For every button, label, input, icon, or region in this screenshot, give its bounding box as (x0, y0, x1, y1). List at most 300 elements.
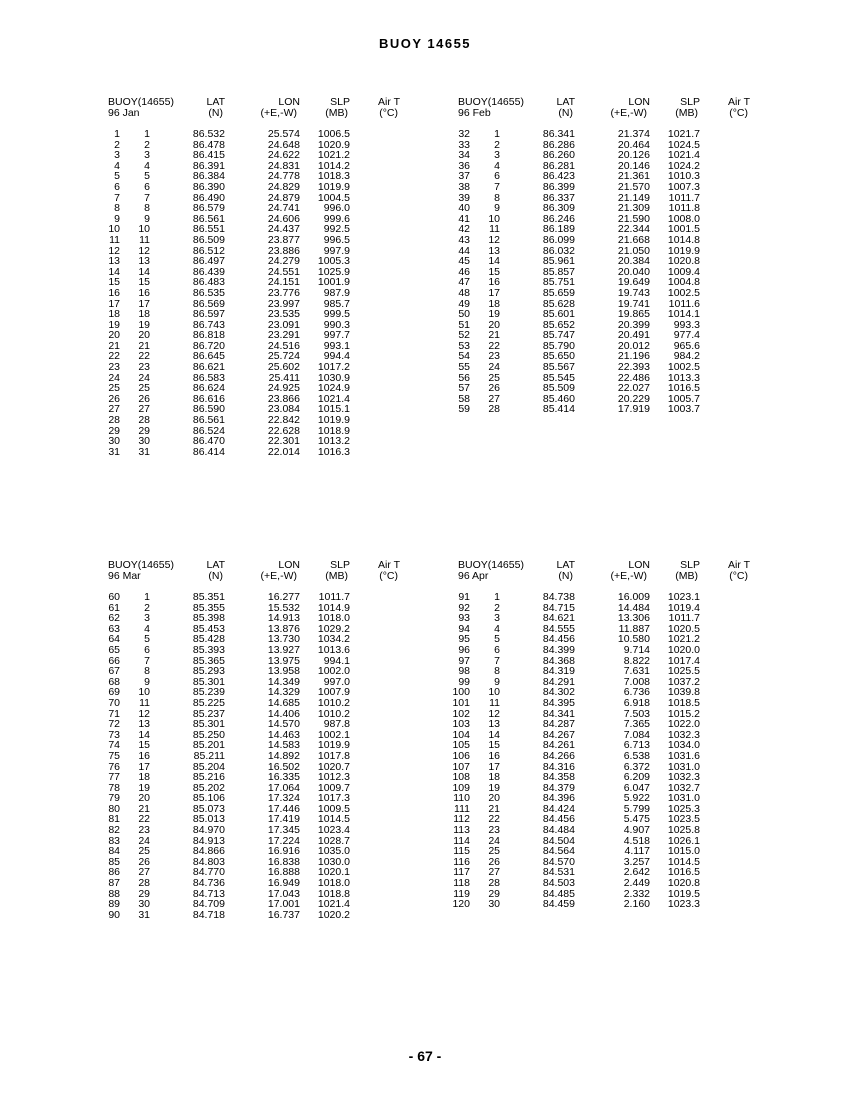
day-number: 29 (138, 887, 150, 900)
lat-value: 85.237 (192, 707, 225, 720)
lon-value: 13.876 (267, 622, 300, 635)
slp-value: 1017.4 (667, 654, 700, 667)
seq-number: 114 (453, 834, 470, 847)
slp-value: 1023.4 (317, 824, 350, 837)
seq-number: 108 (452, 771, 470, 784)
lon-value: 7.631 (623, 665, 650, 678)
lat-value: 86.535 (192, 286, 225, 299)
table-header (452, 560, 752, 584)
lon-value: 23.091 (267, 318, 300, 331)
seq-number: 102 (452, 707, 470, 720)
lon-value: 22.344 (617, 223, 650, 236)
lat-value: 84.738 (542, 591, 575, 603)
lon-value: 23.866 (267, 392, 300, 405)
lon-value: 8.822 (623, 654, 650, 667)
seq-number: 9 (114, 212, 120, 225)
slp-value: 1004.8 (667, 276, 700, 289)
slp-value: 1020.0 (667, 643, 700, 656)
day-number: 9 (144, 212, 150, 225)
seq-number: 106 (452, 749, 470, 762)
lat-value: 84.368 (542, 654, 575, 667)
seq-number: 18 (108, 308, 120, 321)
day-number: 19 (488, 308, 500, 321)
seq-number: 20 (108, 329, 120, 342)
day-number: 11 (139, 696, 150, 709)
slp-value: 1019.9 (317, 414, 350, 427)
seq-number: 32 (458, 128, 470, 140)
day-number: 20 (488, 792, 500, 805)
table-row (452, 129, 752, 140)
lat-value: 85.293 (192, 665, 225, 678)
day-number: 7 (494, 654, 500, 667)
seq-number: 39 (458, 191, 470, 204)
seq-number: 61 (108, 601, 120, 614)
lon-value: 20.384 (617, 255, 650, 268)
seq-number: 56 (458, 371, 470, 384)
lat-value: 86.470 (192, 435, 225, 448)
lat-value: 86.260 (542, 149, 575, 162)
slp-value: 1020.1 (317, 866, 350, 879)
slp-value: 1025.8 (667, 824, 700, 837)
seq-number: 53 (458, 339, 470, 352)
day-number: 6 (144, 643, 150, 656)
lon-value: 24.879 (267, 191, 300, 204)
slp-value: 1020.8 (667, 255, 700, 268)
day-number: 16 (138, 749, 150, 762)
table-row (452, 182, 752, 193)
seq-number: 43 (458, 233, 470, 246)
seq-number: 111 (454, 802, 470, 815)
lat-value: 85.652 (542, 318, 575, 331)
lon-value: 7.503 (623, 707, 650, 720)
day-number: 27 (138, 403, 150, 416)
day-number: 7 (144, 191, 150, 204)
lon-value: 20.126 (617, 149, 650, 162)
seq-number: 40 (458, 202, 470, 215)
lon-value: 24.741 (267, 202, 300, 215)
seq-number: 107 (452, 760, 470, 773)
slp-value: 977.4 (673, 329, 700, 342)
slp-value: 1017.3 (317, 792, 350, 805)
airt-header: Air T (728, 96, 750, 108)
lat-value: 85.013 (192, 813, 225, 826)
lat-value: 85.751 (542, 276, 575, 289)
lon-value: 23.535 (267, 308, 300, 321)
day-number: 23 (138, 361, 150, 374)
lon-value: 13.958 (267, 665, 300, 678)
table-row (452, 288, 752, 299)
lon-value: 21.361 (617, 170, 650, 183)
day-number: 7 (144, 654, 150, 667)
slp-value: 1005.7 (667, 392, 700, 405)
buoy-id-label: BUOY(14655) (458, 559, 524, 571)
lon-value: 13.730 (267, 633, 300, 646)
seq-number: 67 (108, 665, 120, 678)
day-number: 16 (138, 286, 150, 299)
slp-value: 1001.9 (317, 276, 350, 289)
slp-value: 1014.2 (317, 159, 350, 172)
lon-value: 16.949 (267, 877, 300, 890)
seq-number: 45 (458, 255, 470, 268)
lat-value: 85.545 (542, 371, 575, 384)
table-header (452, 97, 752, 121)
lon-value: 6.713 (623, 739, 650, 752)
slp-value: 1003.7 (667, 403, 700, 416)
slp-value: 1014.9 (317, 601, 350, 614)
airt-unit: (°C) (729, 107, 748, 119)
table-header (102, 560, 402, 584)
day-number: 18 (488, 771, 500, 784)
lon-header: LON (278, 96, 300, 108)
seq-number: 3 (114, 149, 120, 162)
seq-number: 71 (108, 707, 120, 720)
seq-number: 83 (108, 834, 120, 847)
slp-value: 1009.5 (317, 802, 350, 815)
lon-value: 13.927 (267, 643, 300, 656)
seq-number: 34 (458, 149, 470, 162)
slp-header: SLP (680, 559, 700, 571)
seq-number: 60 (108, 591, 120, 603)
lat-value: 86.720 (192, 339, 225, 352)
seq-number: 25 (108, 382, 120, 395)
lon-value: 24.551 (267, 265, 300, 278)
seq-number: 77 (108, 771, 120, 784)
seq-number: 86 (108, 866, 120, 879)
slp-value: 1002.0 (317, 665, 350, 678)
seq-number: 98 (458, 665, 470, 678)
lon-value: 15.532 (267, 601, 300, 614)
day-number: 17 (488, 760, 500, 773)
slp-value: 1032.7 (667, 781, 700, 794)
lat-value: 84.570 (542, 855, 575, 868)
seq-number: 51 (458, 318, 470, 331)
slp-value: 1022.0 (667, 718, 700, 731)
slp-value: 1021.4 (317, 898, 350, 911)
slp-value: 997.0 (323, 675, 350, 688)
seq-number: 52 (458, 329, 470, 342)
lat-value: 86.099 (542, 233, 575, 246)
seq-number: 72 (108, 718, 120, 731)
lat-value: 86.281 (542, 159, 575, 172)
slp-value: 1016.3 (317, 445, 350, 458)
lon-value: 13.975 (267, 654, 300, 667)
lon-value: 22.842 (267, 414, 300, 427)
slp-value: 1018.9 (317, 424, 350, 437)
lat-header: LAT (556, 96, 575, 108)
seq-number: 48 (458, 286, 470, 299)
slp-header: SLP (330, 559, 350, 571)
slp-value: 1024.2 (667, 159, 700, 172)
lat-value: 85.460 (542, 392, 575, 405)
lon-unit: (+E,-W) (260, 107, 297, 119)
day-number: 2 (494, 601, 500, 614)
slp-value: 1021.4 (317, 392, 350, 405)
day-number: 3 (494, 612, 500, 625)
seq-number: 28 (108, 414, 120, 427)
day-number: 22 (488, 813, 500, 826)
lon-value: 19.741 (617, 297, 650, 310)
lat-value: 85.567 (542, 361, 575, 374)
day-number: 21 (488, 329, 500, 342)
lon-value: 24.925 (267, 382, 300, 395)
day-number: 26 (138, 392, 150, 405)
day-number: 5 (144, 170, 150, 183)
lon-value: 22.393 (617, 361, 650, 374)
seq-number: 27 (108, 403, 120, 416)
slp-value: 1019.9 (667, 244, 700, 257)
lon-value: 21.196 (617, 350, 650, 363)
day-number: 25 (488, 371, 500, 384)
slp-value: 1021.4 (667, 149, 700, 162)
lon-value: 21.374 (617, 128, 650, 140)
slp-value: 1008.0 (667, 212, 700, 225)
lat-value: 85.202 (192, 781, 225, 794)
page-number: - 67 - (408, 1048, 442, 1064)
period-label: 96 Apr (458, 570, 489, 582)
lat-value: 84.358 (542, 771, 575, 784)
slp-value: 993.3 (673, 318, 700, 331)
lon-value: 5.799 (623, 802, 650, 815)
lon-value: 2.449 (623, 877, 650, 890)
day-number: 15 (138, 739, 150, 752)
slp-value: 965.6 (673, 339, 700, 352)
table-row (452, 645, 752, 656)
day-number: 16 (488, 276, 500, 289)
lon-value: 21.309 (617, 202, 650, 215)
lat-value: 84.261 (542, 739, 575, 752)
day-number: 14 (138, 265, 150, 278)
lat-value: 84.399 (542, 643, 575, 656)
day-number: 2 (144, 601, 150, 614)
slp-value: 1031.0 (667, 792, 700, 805)
day-number: 2 (144, 138, 150, 151)
seq-number: 17 (108, 297, 120, 310)
seq-number: 24 (108, 371, 120, 384)
slp-value: 1010.3 (667, 170, 700, 183)
lon-value: 20.146 (617, 159, 650, 172)
day-number: 13 (488, 718, 500, 731)
slp-value: 1031.0 (667, 760, 700, 773)
lon-value: 21.668 (617, 233, 650, 246)
lon-value: 13.306 (617, 612, 650, 625)
slp-value: 1017.8 (317, 749, 350, 762)
lon-value: 6.538 (623, 749, 650, 762)
slp-header: SLP (330, 96, 350, 108)
day-number: 12 (138, 707, 150, 720)
day-number: 19 (138, 781, 150, 794)
lon-value: 16.916 (267, 845, 300, 858)
day-number: 1 (494, 591, 500, 603)
slp-value: 993.1 (323, 339, 350, 352)
seq-number: 44 (458, 244, 470, 257)
day-number: 25 (488, 845, 500, 858)
lat-value: 86.384 (192, 170, 225, 183)
day-number: 23 (488, 350, 500, 363)
seq-number: 103 (452, 718, 470, 731)
slp-value: 1020.9 (317, 138, 350, 151)
slp-header: SLP (680, 96, 700, 108)
seq-number: 4 (114, 159, 120, 172)
lon-value: 23.776 (267, 286, 300, 299)
period-label: 96 Jan (108, 107, 140, 119)
day-number: 23 (488, 824, 500, 837)
slp-value: 1021.2 (667, 633, 700, 646)
slp-value: 1031.6 (667, 749, 700, 762)
lat-unit: (N) (208, 570, 223, 582)
seq-number: 119 (453, 887, 470, 900)
lat-value: 85.073 (192, 802, 225, 815)
seq-number: 115 (453, 845, 470, 858)
lat-value: 84.379 (542, 781, 575, 794)
lon-value: 17.043 (267, 887, 300, 900)
seq-number: 90 (108, 908, 120, 921)
day-number: 21 (488, 802, 500, 815)
lon-value: 24.829 (267, 180, 300, 193)
seq-number: 30 (108, 435, 120, 448)
lat-value: 86.483 (192, 276, 225, 289)
seq-number: 8 (114, 202, 120, 215)
seq-number: 85 (108, 855, 120, 868)
slp-value: 1014.1 (667, 308, 700, 321)
slp-value: 1010.2 (317, 696, 350, 709)
seq-number: 84 (108, 845, 120, 858)
airt-header: Air T (378, 96, 400, 108)
lon-value: 21.149 (617, 191, 650, 204)
lon-value: 24.151 (267, 276, 300, 289)
day-number: 29 (138, 424, 150, 437)
day-number: 24 (138, 371, 150, 384)
slp-value: 999.6 (323, 212, 350, 225)
lat-value: 86.390 (192, 180, 225, 193)
lat-value: 84.736 (192, 877, 225, 890)
lon-value: 14.583 (267, 739, 300, 752)
day-number: 15 (488, 265, 500, 278)
day-number: 4 (144, 622, 150, 635)
slp-value: 1011.6 (668, 297, 700, 310)
seq-number: 113 (453, 824, 470, 837)
seq-number: 5 (114, 170, 120, 183)
slp-value: 1006.5 (317, 128, 350, 140)
slp-value: 1032.3 (667, 771, 700, 784)
lat-value: 85.650 (542, 350, 575, 363)
day-number: 29 (488, 887, 500, 900)
lon-value: 23.084 (267, 403, 300, 416)
lon-value: 14.329 (267, 686, 300, 699)
day-number: 6 (494, 643, 500, 656)
day-number: 5 (144, 633, 150, 646)
slp-value: 1018.3 (317, 170, 350, 183)
seq-number: 54 (458, 350, 470, 363)
lat-value: 86.818 (192, 329, 225, 342)
seq-number: 50 (458, 308, 470, 321)
lon-value: 25.411 (268, 371, 300, 384)
lat-value: 86.624 (192, 382, 225, 395)
lat-value: 84.564 (542, 845, 575, 858)
seq-number: 89 (108, 898, 120, 911)
lon-value: 14.406 (267, 707, 300, 720)
slp-value: 994.4 (323, 350, 350, 363)
lat-value: 85.239 (192, 686, 225, 699)
slp-value: 1024.5 (667, 138, 700, 151)
lat-value: 84.555 (542, 622, 575, 635)
day-number: 20 (488, 318, 500, 331)
table-row (452, 592, 752, 603)
lat-value: 86.341 (542, 128, 575, 140)
slp-value: 1020.5 (667, 622, 700, 635)
lat-value: 85.961 (542, 255, 575, 268)
lon-value: 6.047 (623, 781, 650, 794)
lon-unit: (+E,-W) (610, 107, 647, 119)
seq-number: 81 (108, 813, 120, 826)
lon-value: 14.484 (617, 601, 650, 614)
slp-value: 1032.3 (667, 728, 700, 741)
lon-value: 24.622 (267, 149, 300, 162)
lon-value: 20.012 (617, 339, 650, 352)
lat-value: 85.393 (192, 643, 225, 656)
slp-value: 1034.0 (667, 739, 700, 752)
seq-number: 87 (108, 877, 120, 890)
seq-number: 62 (108, 612, 120, 625)
slp-unit: (MB) (325, 570, 348, 582)
slp-value: 1025.3 (667, 802, 700, 815)
slp-value: 996.5 (323, 233, 350, 246)
lat-value: 86.532 (192, 128, 225, 140)
lat-value: 86.645 (192, 350, 225, 363)
lat-value: 84.287 (542, 718, 575, 731)
seq-number: 97 (458, 654, 470, 667)
slp-value: 1023.3 (667, 898, 700, 911)
slp-value: 1019.4 (667, 601, 700, 614)
seq-number: 112 (453, 813, 470, 826)
day-number: 26 (138, 855, 150, 868)
slp-value: 1018.0 (317, 612, 350, 625)
day-number: 27 (138, 866, 150, 879)
day-number: 22 (138, 350, 150, 363)
lat-value: 86.415 (192, 149, 225, 162)
table-row (102, 129, 402, 140)
lon-value: 4.907 (623, 824, 650, 837)
day-number: 6 (494, 170, 500, 183)
slp-value: 1023.5 (667, 813, 700, 826)
lat-value: 85.509 (542, 382, 575, 395)
airt-unit: (°C) (379, 570, 398, 582)
slp-value: 1005.3 (317, 255, 350, 268)
day-number: 8 (494, 191, 500, 204)
lon-value: 5.475 (623, 813, 650, 826)
table-row (452, 404, 752, 415)
day-number: 28 (488, 403, 500, 416)
seq-number: 69 (108, 686, 120, 699)
slp-value: 987.8 (323, 718, 350, 731)
lat-value: 84.913 (192, 834, 225, 847)
lat-value: 86.439 (192, 265, 225, 278)
seq-number: 88 (108, 887, 120, 900)
day-number: 15 (488, 739, 500, 752)
slp-value: 1013.2 (317, 435, 350, 448)
day-number: 24 (488, 834, 500, 847)
lon-value: 21.050 (617, 244, 650, 257)
slp-value: 1020.8 (667, 877, 700, 890)
lat-value: 86.391 (192, 159, 225, 172)
buoy-data-table (102, 96, 402, 458)
lon-value: 16.838 (267, 855, 300, 868)
slp-value: 984.2 (673, 350, 700, 363)
seq-number: 13 (108, 255, 120, 268)
slp-value: 999.5 (323, 308, 350, 321)
seq-number: 59 (458, 403, 470, 416)
slp-value: 1019.5 (667, 887, 700, 900)
day-number: 16 (488, 749, 500, 762)
